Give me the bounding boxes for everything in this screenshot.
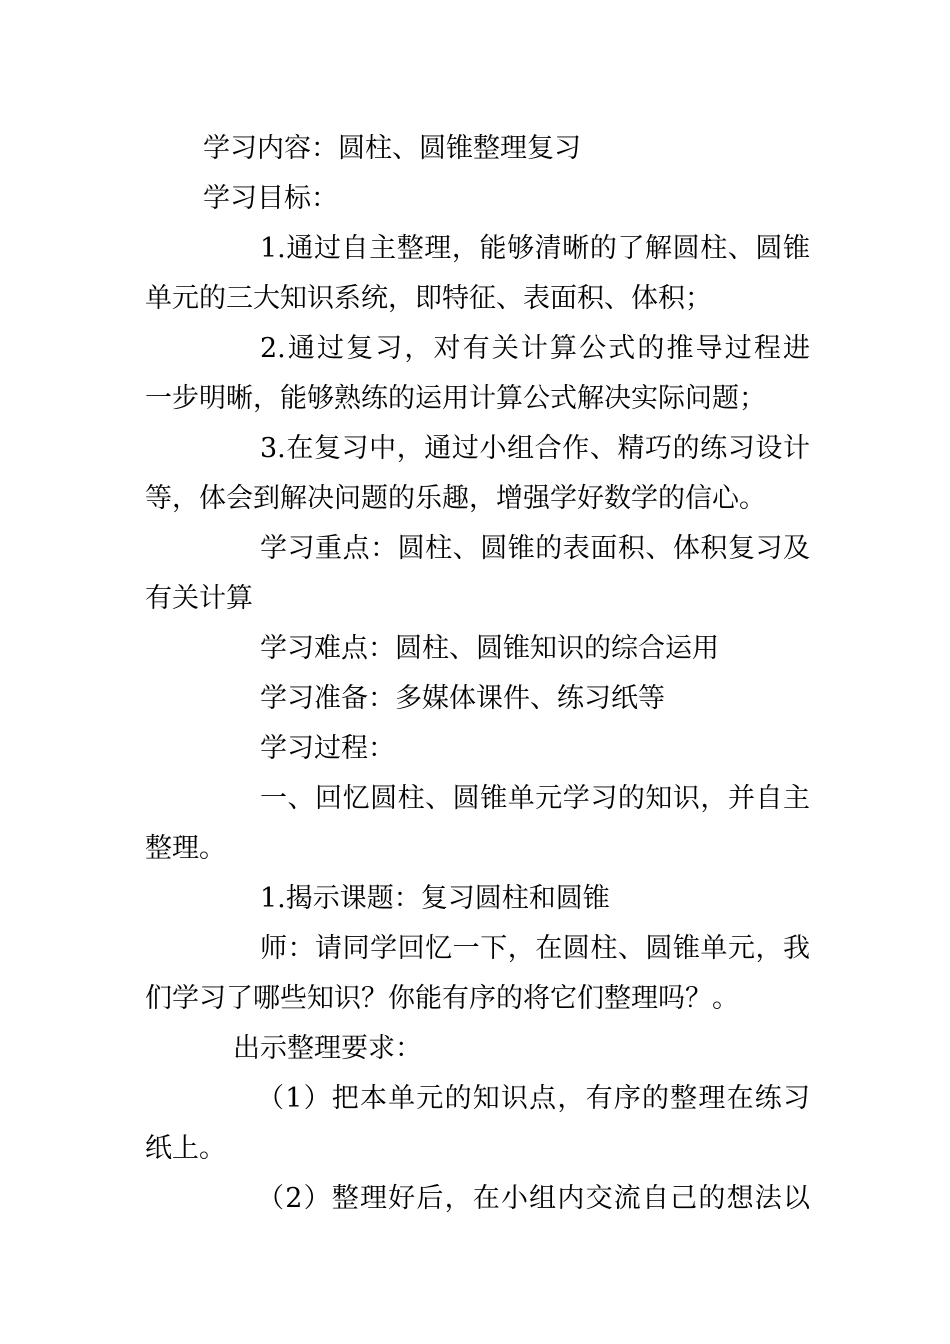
requirement-1-line-1: （1）把本单元的知识点，有序的整理在练习 bbox=[257, 1083, 810, 1114]
document-body bbox=[145, 124, 810, 1224]
study-content-line: 学习内容：圆柱、圆锥整理复习 bbox=[203, 133, 581, 164]
key-points-line-2: 有关计算 bbox=[145, 583, 253, 614]
difficulty-line: 学习难点：圆柱、圆锥知识的综合运用 bbox=[260, 633, 719, 664]
reveal-topic-line: 1.揭示课题：复习圆柱和圆锥 bbox=[260, 883, 610, 914]
study-goals-heading: 学习目标： bbox=[203, 183, 338, 214]
preparation-line: 学习准备：多媒体课件、练习纸等 bbox=[260, 683, 665, 714]
teacher-line-1: 师：请同学回忆一下，在圆柱、圆锥单元，我 bbox=[260, 933, 810, 964]
goal-2-line-2: 一步明晰，能够熟练的运用计算公式解决实际问题； bbox=[145, 383, 766, 414]
goal-1-line-2: 单元的三大知识系统，即特征、表面积、体积； bbox=[145, 283, 712, 314]
key-points-line-1: 学习重点：圆柱、圆锥的表面积、体积复习及 bbox=[260, 533, 810, 564]
process-heading: 学习过程： bbox=[260, 733, 395, 764]
goal-2-line-1: 2.通过复习，对有关计算公式的推导过程进 bbox=[260, 333, 810, 364]
section-1-line-2: 整理。 bbox=[145, 833, 226, 864]
requirement-1-line-2: 纸上。 bbox=[145, 1133, 226, 1164]
requirements-heading: 出示整理要求： bbox=[233, 1033, 422, 1064]
goal-1-line-1: 1.通过自主整理，能够清晰的了解圆柱、圆锥 bbox=[260, 233, 810, 264]
requirement-2-line-1: （2）整理好后，在小组内交流自己的想法以 bbox=[257, 1183, 810, 1214]
section-1-line-1: 一、回忆圆柱、圆锥单元学习的知识，并自主 bbox=[260, 783, 810, 814]
goal-3-line-1: 3.在复习中，通过小组合作、精巧的练习设计 bbox=[260, 433, 810, 464]
teacher-line-2: 们学习了哪些知识？你能有序的将它们整理吗？。 bbox=[145, 983, 739, 1014]
goal-3-line-2: 等，体会到解决问题的乐趣，增强学好数学的信心。 bbox=[145, 483, 766, 514]
